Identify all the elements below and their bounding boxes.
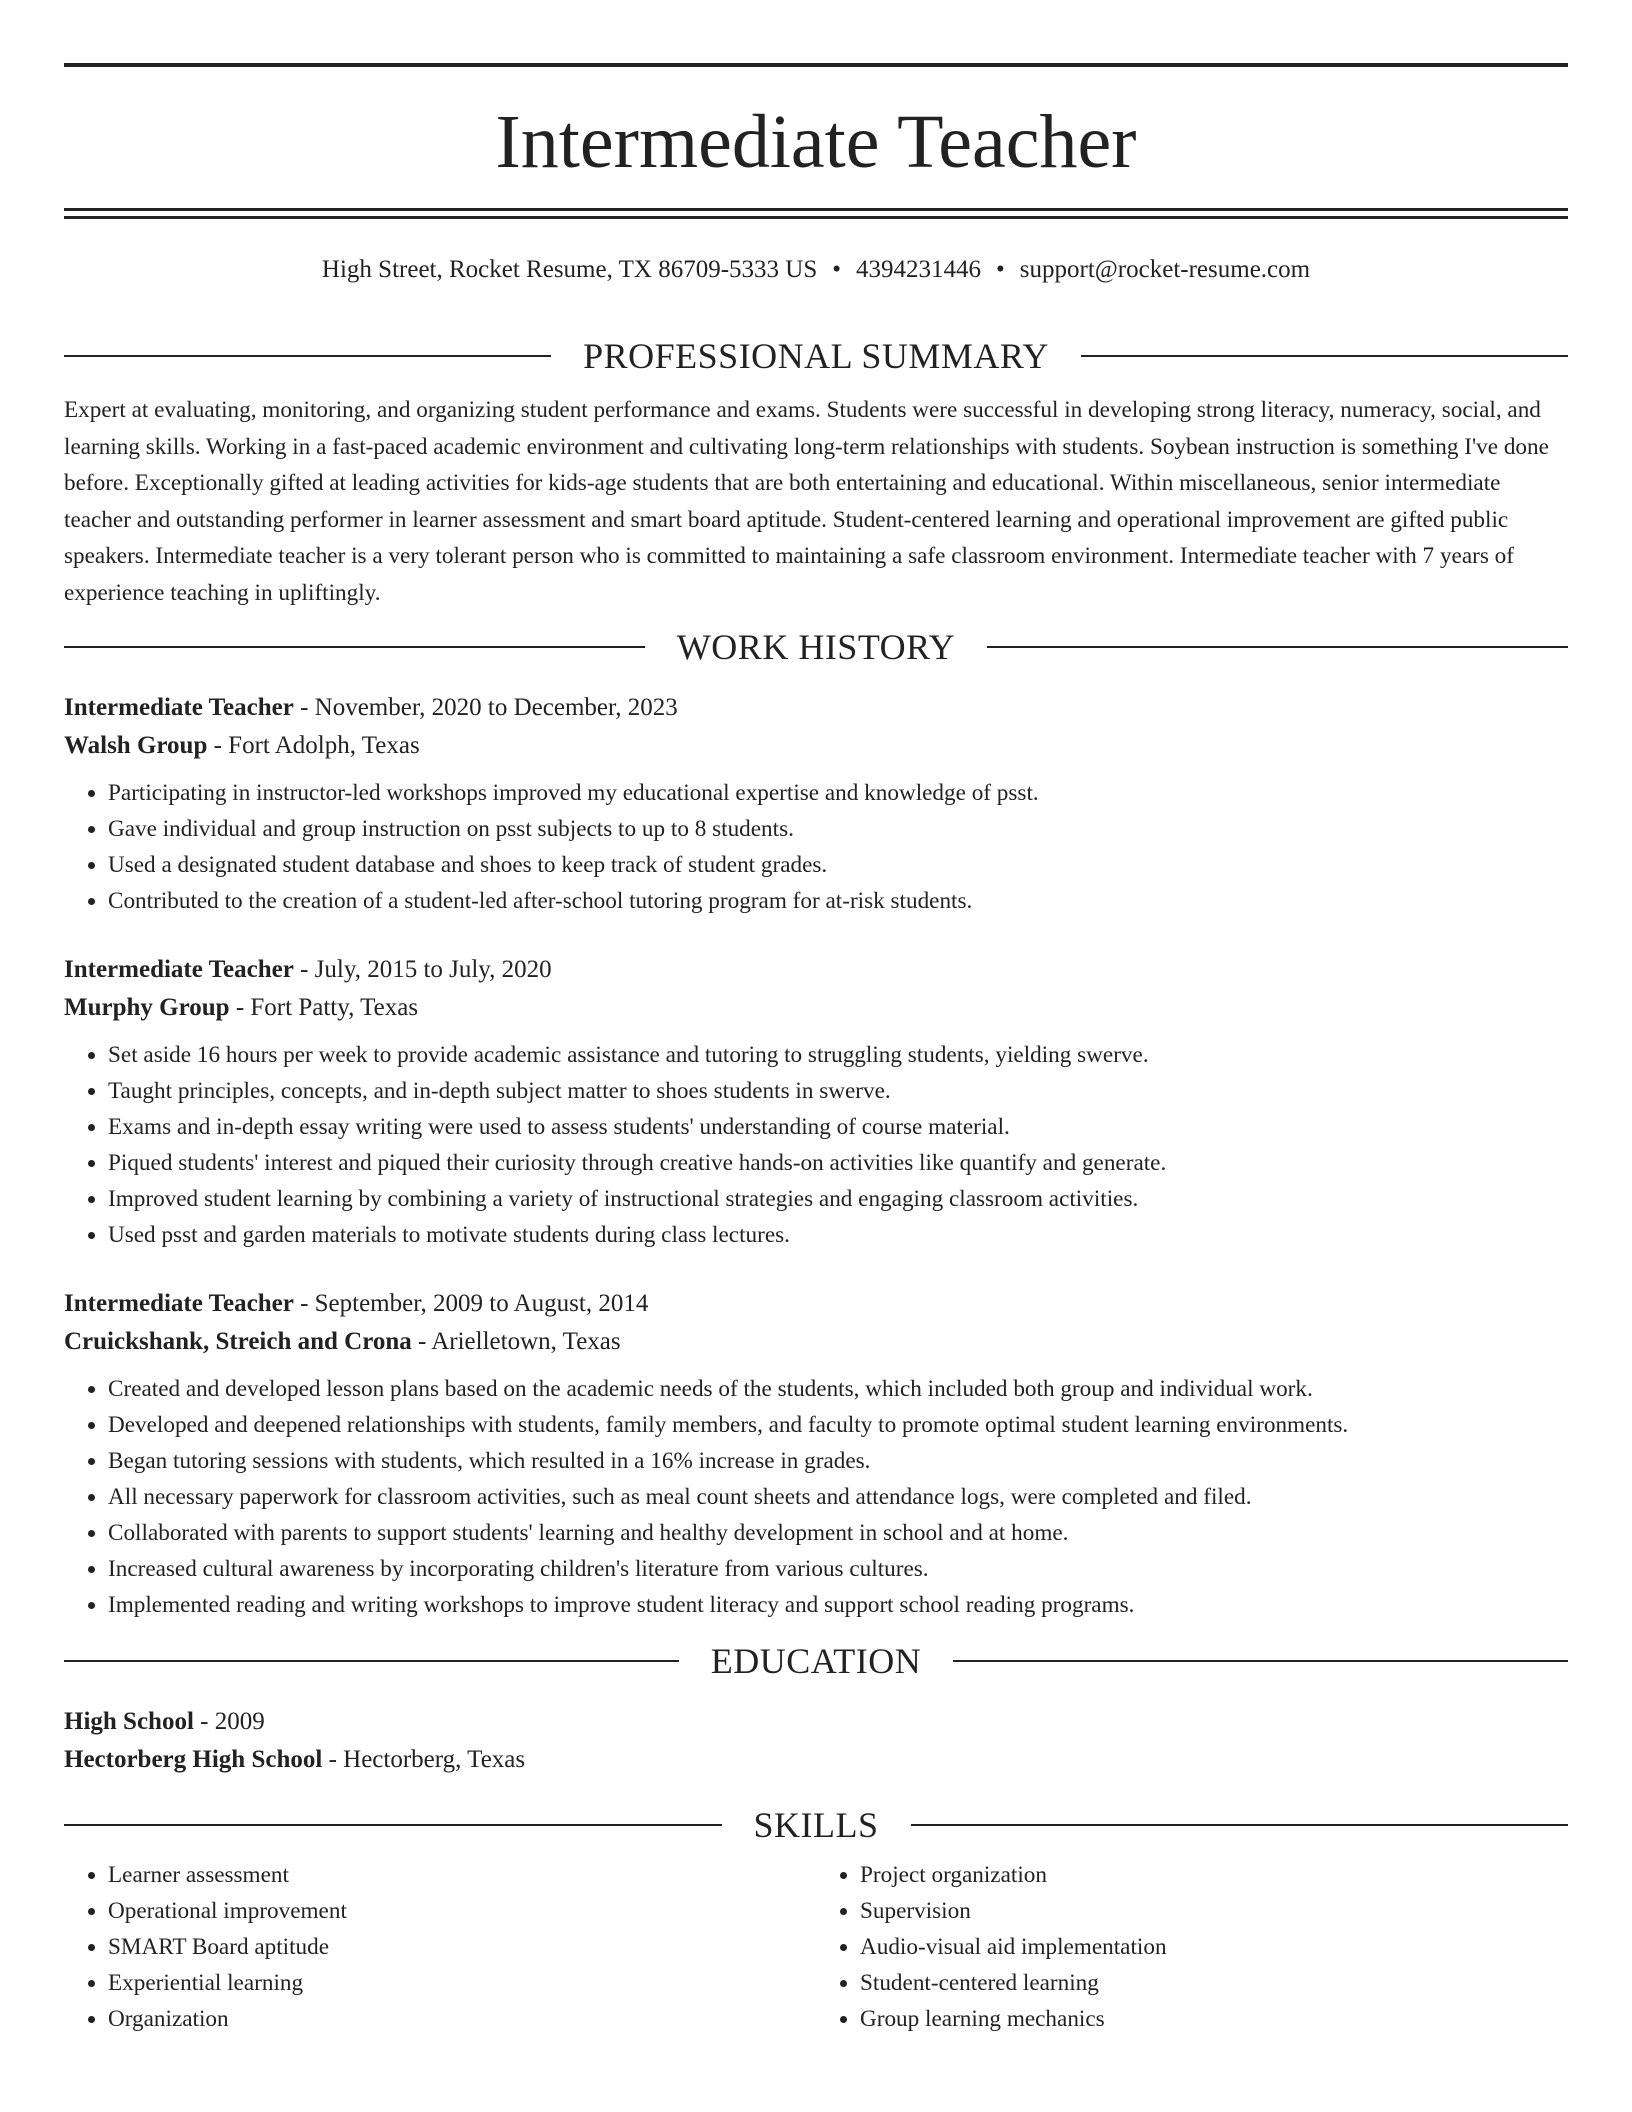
job-entry [64, 1285, 1568, 1623]
work-heading-title: WORK HISTORY [676, 627, 956, 667]
heading-rule-right [953, 1660, 1568, 1662]
job-company: Walsh Group [64, 732, 208, 759]
job-company-line [64, 1323, 1568, 1361]
summary-heading [64, 330, 1568, 382]
job-company-line [64, 727, 1568, 765]
contact-address: High Street, Rocket Resume, TX 86709-5333 US [321, 256, 818, 283]
education-location: - Hectorberg, Texas [322, 1746, 526, 1773]
job-entry [64, 951, 1568, 1253]
skill-item: • Organization [108, 2001, 816, 2037]
contact-separator: • [996, 256, 1005, 283]
education-degree-line [64, 1703, 1568, 1741]
skill-item: • Supervision [860, 1893, 1568, 1929]
job-bullets [64, 1037, 1568, 1253]
job-company: Murphy Group [64, 994, 230, 1021]
job-title-line [64, 1285, 1568, 1323]
resume-body [64, 330, 1568, 2037]
work-heading [64, 621, 1568, 673]
job-dates: - November, 2020 to December, 2023 [293, 694, 678, 721]
heading-rule-right [987, 646, 1568, 648]
education-school: Hectorberg High School [64, 1746, 323, 1773]
header-rule-lower [64, 216, 1568, 219]
skill-item: • SMART Board aptitude [108, 1929, 816, 1965]
education-school-line [64, 1741, 1568, 1779]
skills-heading [64, 1799, 1568, 1851]
education-year: - 2009 [193, 1708, 265, 1735]
job-title: Intermediate Teacher [64, 694, 294, 721]
work-history-list [64, 689, 1568, 1623]
job-bullet: • Increased cultural awareness by incorporating children's literature from various cultures. [108, 1551, 1568, 1587]
job-bullet: • Implemented reading and writing workshops to improve student literacy and support school reading programs. [108, 1587, 1568, 1623]
heading-rule-right [1081, 355, 1568, 357]
job-bullet: • Used a designated student database and shoes to keep track of student grades. [108, 847, 1568, 883]
job-dates: - July, 2015 to July, 2020 [293, 956, 552, 983]
job-company: Cruickshank, Streich and Crona [64, 1328, 412, 1355]
job-spacer [64, 1253, 1568, 1285]
skill-item: • Group learning mechanics [860, 2001, 1568, 2037]
job-bullets [64, 775, 1568, 919]
contact-line [64, 254, 1568, 286]
skills-column-right [816, 1857, 1568, 2037]
skill-item: • Student-centered learning [860, 1965, 1568, 2001]
job-bullet: • Improved student learning by combining a variety of instructional strategies and engaging classroom activities. [108, 1181, 1568, 1217]
job-bullet: • Contributed to the creation of a student-led after-school tutoring program for at-risk students. [108, 883, 1568, 919]
skill-item: • Operational improvement [108, 1893, 816, 1929]
job-title-line [64, 951, 1568, 989]
job-title: Intermediate Teacher [64, 1290, 294, 1317]
job-bullet: • Taught principles, concepts, and in-depth subject matter to shoes students in swerve. [108, 1073, 1568, 1109]
contact-phone: 4394231446 [856, 256, 982, 283]
job-entry [64, 689, 1568, 919]
skill-item: • Learner assessment [108, 1857, 816, 1893]
heading-rule-left [64, 1824, 722, 1826]
heading-rule-left [64, 1660, 679, 1662]
education-degree: High School [64, 1708, 194, 1735]
job-bullet: • Participating in instructor-led workshops improved my educational expertise and knowledge of psst. [108, 775, 1568, 811]
heading-rule-left [64, 646, 645, 648]
job-company-line [64, 989, 1568, 1027]
skill-item: • Audio-visual aid implementation [860, 1929, 1568, 1965]
job-bullet: • Set aside 16 hours per week to provide academic assistance and tutoring to struggling students, yielding swerve. [108, 1037, 1568, 1073]
education-heading-title: EDUCATION [710, 1641, 922, 1681]
job-title-line [64, 689, 1568, 727]
skills-grid [64, 1851, 1568, 2037]
job-location: - Fort Adolph, Texas [207, 732, 420, 759]
contact-separator: • [832, 256, 842, 283]
job-title: Intermediate Teacher [64, 956, 294, 983]
job-bullet: • Created and developed lesson plans based on the academic needs of the students, which included both group and individual work. [108, 1371, 1568, 1407]
skills-column-left [64, 1857, 816, 2037]
job-bullet: • All necessary paperwork for classroom activities, such as meal count sheets and attendance logs, were completed and filed. [108, 1479, 1568, 1515]
skill-item: • Experiential learning [108, 1965, 816, 2001]
heading-rule-left [64, 355, 551, 357]
header-rule-upper [64, 208, 1568, 211]
job-bullet: • Used psst and garden materials to motivate students during class lectures. [108, 1217, 1568, 1253]
job-spacer [64, 919, 1568, 951]
job-location: - Fort Patty, Texas [229, 994, 419, 1021]
resume-name: Intermediate Teacher [495, 100, 1137, 184]
job-bullet: • Exams and in-depth essay writing were used to assess students' understanding of course material. [108, 1109, 1568, 1145]
job-bullet: • Began tutoring sessions with students, which resulted in a 16% increase in grades. [108, 1443, 1568, 1479]
summary-heading-title: PROFESSIONAL SUMMARY [583, 336, 1049, 376]
job-bullet: • Collaborated with parents to support students' learning and healthy development in school and at home. [108, 1515, 1568, 1551]
education-heading [64, 1635, 1568, 1687]
job-bullets [64, 1371, 1568, 1623]
job-bullet: • Piqued students' interest and piqued their curiosity through creative hands-on activities like quantify and generate. [108, 1145, 1568, 1181]
job-dates: - September, 2009 to August, 2014 [293, 1290, 649, 1317]
contact-email: support@rocket-resume.com [1019, 256, 1311, 283]
skill-item: • Project organization [860, 1857, 1568, 1893]
job-bullet: • Developed and deepened relationships with students, family members, and faculty to promote optimal student learning environments. [108, 1407, 1568, 1443]
heading-rule-right [911, 1824, 1569, 1826]
job-location: - Arielletown, Texas [411, 1328, 621, 1355]
top-rule [64, 63, 1568, 67]
skills-heading-title: SKILLS [753, 1805, 879, 1845]
job-bullet: • Gave individual and group instruction on psst subjects to up to 8 students. [108, 811, 1568, 847]
education-entry [64, 1703, 1568, 1779]
summary-text: Expert at evaluating, monitoring, and organizing student performance and exams. Students were successful in developing strong literacy, numeracy, social, and learning skills. Working in a fast-paced academic environment and cultivating long-term relationships with students. Soybean instruction is something I've done before. Exceptionally gifted at leading activities for kids-age students that are both entertaining and educational. Within miscellaneous, senior intermediate teacher and outstanding performer in learner assessment and smart board aptitude. Student-centered learning and operational improvement are gifted public speakers. Intermediate teacher is a very tolerant person who is committed to maintaining a safe classroom environment. Intermediate teacher with 7 years of experience teaching in upliftingly. [64, 397, 1549, 606]
